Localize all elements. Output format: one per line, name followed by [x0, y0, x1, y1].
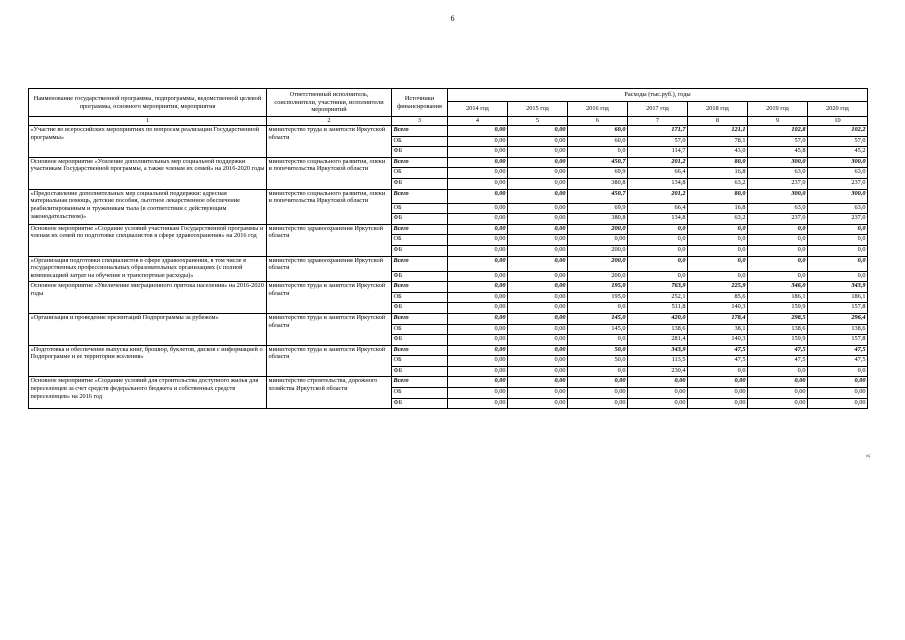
column-index: 5	[508, 117, 568, 126]
expense-value: 0,0	[568, 366, 628, 377]
column-header-source: Источники финансирования	[392, 89, 448, 117]
expense-value: 102,2	[808, 126, 868, 137]
expense-value: 186,1	[748, 292, 808, 303]
executor: министерство труда и занятости Иркутской области	[267, 282, 392, 314]
expense-value: 0,00	[508, 313, 568, 324]
expense-value: 0,00	[448, 126, 508, 137]
expense-value: 145,0	[568, 324, 628, 335]
expense-value: 0,0	[688, 235, 748, 246]
funding-source: Всего	[392, 256, 448, 271]
activity-name: «Подготовка и обеспечение выпуска книг, брошюр, буклетов, дисков с информацией о Подпрограмме и ее территории вселения»	[29, 345, 267, 377]
expense-value: 63,0	[808, 168, 868, 179]
year-header: 2017 год	[628, 102, 688, 117]
expense-value: 0,00	[808, 398, 868, 409]
funding-source: ОБ	[392, 168, 448, 179]
budget-table	[28, 88, 868, 409]
expense-value: 0,0	[568, 303, 628, 314]
expense-value: 0,0	[628, 245, 688, 256]
expense-value: 159,9	[748, 335, 808, 346]
expense-value: 60,0	[568, 126, 628, 137]
column-index: 10	[808, 117, 868, 126]
funding-source: ОБ	[392, 203, 448, 214]
expense-value: 0,00	[508, 292, 568, 303]
expense-value: 0,00	[508, 178, 568, 189]
expense-value: 450,7	[568, 157, 628, 168]
funding-source: Всего	[392, 282, 448, 293]
expense-value: 0,00	[568, 388, 628, 399]
expense-value: 0,00	[748, 377, 808, 388]
year-header: 2014 год	[448, 102, 508, 117]
expense-value: 0,00	[448, 189, 508, 203]
expense-value: 0,00	[448, 377, 508, 388]
index-row	[29, 117, 868, 126]
expense-value: 0,00	[448, 235, 508, 246]
expense-value: 78,1	[688, 136, 748, 147]
expense-value: 0,00	[508, 345, 568, 356]
expense-value: 0,00	[448, 313, 508, 324]
expense-value: 0,0	[748, 224, 808, 235]
expense-value: 0,00	[508, 256, 568, 271]
expense-value: 0,0	[808, 366, 868, 377]
expense-value: 45,8	[748, 147, 808, 158]
expense-value: 0,0	[748, 245, 808, 256]
expense-value: 0,0	[808, 271, 868, 282]
activity-name: Основное мероприятие «Создание условий участникам Государственной программы и членам их семей по подготовке специалистов в сфере здравоохранения» на 2016 год	[29, 224, 267, 256]
executor: министерство здравоохранения Иркутской области	[267, 224, 392, 256]
expense-value: 0,0	[748, 271, 808, 282]
expense-value: 140,3	[688, 335, 748, 346]
funding-source: ФБ	[392, 303, 448, 314]
expense-value: 57,0	[808, 136, 868, 147]
expense-value: 200,0	[568, 256, 628, 271]
expense-value: 0,00	[688, 388, 748, 399]
expense-value: 171,7	[628, 126, 688, 137]
year-header: 2016 год	[568, 102, 628, 117]
expense-value: 225,9	[688, 282, 748, 293]
expense-value: 47,5	[808, 345, 868, 356]
expense-value: 0,0	[688, 224, 748, 235]
expense-value: 0,00	[448, 324, 508, 335]
expense-value: 0,0	[568, 147, 628, 158]
expense-value: 140,3	[688, 303, 748, 314]
executor: министерство социального развития, опеки и попечительства Иркутской области	[267, 189, 392, 224]
expense-value: 47,5	[748, 356, 808, 367]
funding-source: ОБ	[392, 235, 448, 246]
expense-value: 0,00	[508, 398, 568, 409]
table-row	[29, 313, 868, 324]
expense-value: 0,00	[508, 366, 568, 377]
expense-value: 380,8	[568, 214, 628, 225]
column-header-executor: Ответственный исполнитель, соисполнители, участники, исполнители мероприятий	[267, 89, 392, 117]
expense-value: 145,0	[568, 313, 628, 324]
expense-value: 0,00	[628, 377, 688, 388]
expense-value: 0,00	[748, 398, 808, 409]
expense-value: 0,00	[568, 235, 628, 246]
executor: министерство здравоохранения Иркутской области	[267, 256, 392, 282]
expense-value: 0,00	[508, 235, 568, 246]
activity-name: «Участие во всероссийских мероприятиях по вопросам реализации Государственной программы»	[29, 126, 267, 158]
expense-value: 0,0	[808, 235, 868, 246]
year-header: 2020 год	[808, 102, 868, 117]
header-row	[29, 89, 868, 102]
expense-value: 66,4	[628, 203, 688, 214]
expense-value: 0,00	[508, 214, 568, 225]
funding-source: Всего	[392, 157, 448, 168]
expense-value: 0,00	[508, 147, 568, 158]
expense-value: 138,6	[808, 324, 868, 335]
expense-value: 343,9	[808, 282, 868, 293]
expense-value: 201,2	[628, 189, 688, 203]
expense-value: 200,0	[568, 224, 628, 235]
column-header-expenses: Расходы (тыс.руб.), годы	[448, 89, 868, 102]
funding-source: Всего	[392, 189, 448, 203]
expense-value: 0,00	[508, 324, 568, 335]
expense-value: 178,4	[688, 313, 748, 324]
expense-value: 69,9	[568, 203, 628, 214]
expense-value: 346,0	[748, 282, 808, 293]
expense-value: 63,0	[748, 168, 808, 179]
expense-value: 63,0	[808, 203, 868, 214]
expense-value: 296,4	[808, 313, 868, 324]
expense-value: 63,2	[688, 178, 748, 189]
column-index: 6	[568, 117, 628, 126]
expense-value: 0,00	[448, 356, 508, 367]
expense-value: 230,4	[628, 366, 688, 377]
page-number: 6	[450, 14, 455, 23]
expense-value: 0,00	[508, 335, 568, 346]
expense-value: 0,00	[448, 271, 508, 282]
column-index: 2	[267, 117, 392, 126]
expense-value: 0,00	[508, 303, 568, 314]
expense-value: 0,00	[628, 398, 688, 409]
expense-value: 138,6	[628, 324, 688, 335]
expense-value: 47,5	[688, 356, 748, 367]
expense-value: 0,0	[808, 256, 868, 271]
expense-value: 45,2	[808, 147, 868, 158]
expense-value: 237,0	[808, 214, 868, 225]
expense-value: 0,00	[568, 377, 628, 388]
expense-value: 0,0	[628, 271, 688, 282]
expense-value: 0,0	[808, 224, 868, 235]
table-row	[29, 224, 868, 235]
expense-value: 763,9	[628, 282, 688, 293]
expense-value: 0,00	[688, 377, 748, 388]
table-row	[29, 126, 868, 137]
table-row	[29, 345, 868, 356]
activity-name: Основное мероприятие «Усиление дополнительных мер социальной поддержки участникам Государственной программы, а также членам их семей» на 2016-2020 годы	[29, 157, 267, 189]
expense-value: 0,00	[508, 168, 568, 179]
year-header: 2019 год	[748, 102, 808, 117]
funding-source: ФБ	[392, 271, 448, 282]
expense-value: 57,0	[628, 136, 688, 147]
expense-value: 50,0	[568, 356, 628, 367]
expense-value: 200,0	[568, 245, 628, 256]
expense-value: 63,0	[748, 203, 808, 214]
expense-value: 380,8	[568, 178, 628, 189]
funding-source: Всего	[392, 313, 448, 324]
funding-source: Всего	[392, 224, 448, 235]
expense-value: 511,8	[628, 303, 688, 314]
expense-value: 0,00	[508, 189, 568, 203]
expense-value: 0,00	[448, 203, 508, 214]
funding-source: ФБ	[392, 245, 448, 256]
expense-value: 0,00	[688, 398, 748, 409]
expense-value: 0,00	[448, 136, 508, 147]
expense-value: 0,00	[448, 224, 508, 235]
expense-value: 0,00	[508, 203, 568, 214]
funding-source: ОБ	[392, 136, 448, 147]
expense-value: 47,5	[808, 356, 868, 367]
funding-source: Всего	[392, 377, 448, 388]
column-index: 3	[392, 117, 448, 126]
expense-value: 237,0	[748, 214, 808, 225]
expense-value: 0,00	[448, 335, 508, 346]
expense-value: 0,0	[688, 245, 748, 256]
expense-value: 0,0	[628, 256, 688, 271]
closing-quote: »;	[866, 453, 871, 459]
expense-value: 157,8	[808, 303, 868, 314]
column-index: 7	[628, 117, 688, 126]
funding-source: ФБ	[392, 178, 448, 189]
executor: министерство строительства, дорожного хозяйства Иркутской области	[267, 377, 392, 409]
table-row	[29, 256, 868, 271]
expense-value: 0,00	[448, 256, 508, 271]
expense-value: 102,8	[748, 126, 808, 137]
expense-value: 0,00	[508, 157, 568, 168]
activity-name: Основное мероприятие «Увеличение миграционного притока населения» на 2016-2020 годы	[29, 282, 267, 314]
expense-value: 0,00	[568, 398, 628, 409]
expense-value: 300,0	[808, 189, 868, 203]
expense-value: 0,00	[448, 245, 508, 256]
funding-source: ОБ	[392, 324, 448, 335]
expense-value: 69,9	[568, 168, 628, 179]
expense-value: 0,0	[688, 256, 748, 271]
expense-value: 114,7	[628, 147, 688, 158]
funding-source: ОБ	[392, 388, 448, 399]
expense-value: 0,00	[448, 147, 508, 158]
executor: министерство труда и занятости Иркутской области	[267, 313, 392, 345]
expense-value: 195,0	[568, 292, 628, 303]
funding-source: ОБ	[392, 292, 448, 303]
expense-value: 252,1	[628, 292, 688, 303]
expense-value: 0,0	[748, 366, 808, 377]
expense-value: 121,1	[688, 126, 748, 137]
executor: министерство труда и занятости Иркутской области	[267, 126, 392, 158]
expense-value: 0,00	[808, 388, 868, 399]
expense-value: 237,0	[748, 178, 808, 189]
expense-value: 63,2	[688, 214, 748, 225]
expense-value: 113,5	[628, 356, 688, 367]
expense-value: 0,00	[448, 303, 508, 314]
expense-value: 300,0	[748, 189, 808, 203]
expense-value: 0,00	[448, 345, 508, 356]
expense-value: 450,7	[568, 189, 628, 203]
expense-value: 138,6	[748, 324, 808, 335]
column-index: 1	[29, 117, 267, 126]
funding-source: ФБ	[392, 398, 448, 409]
expense-value: 281,4	[628, 335, 688, 346]
expense-value: 0,00	[508, 377, 568, 388]
funding-source: ФБ	[392, 335, 448, 346]
expense-value: 157,8	[808, 335, 868, 346]
expense-value: 0,00	[448, 168, 508, 179]
expense-value: 60,0	[568, 136, 628, 147]
expense-value: 159,9	[748, 303, 808, 314]
year-header: 2015 год	[508, 102, 568, 117]
expense-value: 195,0	[568, 282, 628, 293]
expense-value: 0,0	[628, 224, 688, 235]
expense-value: 343,9	[628, 345, 688, 356]
expense-value: 0,0	[628, 235, 688, 246]
expense-value: 0,00	[508, 126, 568, 137]
expense-value: 0,0	[568, 335, 628, 346]
expense-value: 0,00	[748, 388, 808, 399]
column-header-name: Наименование государственной программы, подпрограммы, ведомственной целевой программы, основного мероприятия, мероприятия	[29, 89, 267, 117]
activity-name: «Организация подготовки специалистов в сфере здравоохранения, в том числе в государственных профессиональных образовательных организациях (с полной компенсацией затрат на обучение и транспортные расходы)»	[29, 256, 267, 282]
expense-value: 43,0	[688, 147, 748, 158]
expense-value: 0,00	[448, 282, 508, 293]
expense-value: 16,8	[688, 203, 748, 214]
expense-value: 0,0	[688, 271, 748, 282]
table-body	[29, 126, 868, 409]
activity-name: «Организация и проведение презентаций Подпрограммы за рубежом»	[29, 313, 267, 345]
expense-value: 0,00	[508, 356, 568, 367]
expense-value: 300,0	[748, 157, 808, 168]
column-index: 8	[688, 117, 748, 126]
table-row	[29, 189, 868, 203]
expense-value: 0,00	[448, 157, 508, 168]
expense-value: 0,00	[448, 388, 508, 399]
executor: министерство социального развития, опеки и попечительства Иркутской области	[267, 157, 392, 189]
expense-value: 0,00	[448, 366, 508, 377]
expense-value: 0,00	[808, 377, 868, 388]
expense-value: 0,00	[508, 136, 568, 147]
executor: министерство труда и занятости Иркутской области	[267, 345, 392, 377]
table-row	[29, 282, 868, 293]
expense-value: 0,00	[508, 271, 568, 282]
funding-source: ФБ	[392, 366, 448, 377]
expense-value: 0,0	[808, 245, 868, 256]
expense-value: 0,0	[748, 256, 808, 271]
expense-value: 0,00	[448, 398, 508, 409]
expense-value: 66,4	[628, 168, 688, 179]
year-header: 2018 год	[688, 102, 748, 117]
expense-value: 85,6	[688, 292, 748, 303]
expense-value: 420,0	[628, 313, 688, 324]
expense-value: 200,0	[568, 271, 628, 282]
activity-name: Основное мероприятие «Создание условий для строительства доступного жилья для переселенцев за счет средств федерального бюджета и собственных средств переселенцев» на 2016 год	[29, 377, 267, 409]
table-row	[29, 157, 868, 168]
expense-value: 47,5	[688, 345, 748, 356]
expense-value: 0,00	[448, 214, 508, 225]
funding-source: ФБ	[392, 147, 448, 158]
column-index: 9	[748, 117, 808, 126]
expense-value: 80,0	[688, 157, 748, 168]
expense-value: 16,8	[688, 168, 748, 179]
expense-value: 47,5	[748, 345, 808, 356]
expense-value: 80,0	[688, 189, 748, 203]
expense-value: 38,1	[688, 324, 748, 335]
expense-value: 237,0	[808, 178, 868, 189]
expense-value: 50,0	[568, 345, 628, 356]
column-index: 4	[448, 117, 508, 126]
expense-value: 134,8	[628, 214, 688, 225]
funding-source: ФБ	[392, 214, 448, 225]
expense-value: 0,00	[628, 388, 688, 399]
expense-value: 201,2	[628, 157, 688, 168]
expense-value: 57,0	[748, 136, 808, 147]
activity-name: «Предоставление дополнительных мер социальной поддержки: адресная материальная помощь, детские пособия, льготное лекарственное обеспечение реабилитированным и труженикам тыла (в соответствии с действующим законодательством)»	[29, 189, 267, 224]
expense-value: 0,00	[508, 282, 568, 293]
expense-value: 0,00	[448, 178, 508, 189]
expense-value: 0,0	[688, 366, 748, 377]
expense-value: 298,5	[748, 313, 808, 324]
expense-value: 300,0	[808, 157, 868, 168]
expense-value: 134,8	[628, 178, 688, 189]
funding-source: Всего	[392, 126, 448, 137]
expense-value: 0,00	[448, 292, 508, 303]
expense-value: 0,00	[508, 245, 568, 256]
expense-value: 0,00	[508, 224, 568, 235]
expense-value: 0,00	[508, 388, 568, 399]
expense-value: 0,0	[748, 235, 808, 246]
expense-value: 186,1	[808, 292, 868, 303]
table-row	[29, 377, 868, 388]
funding-source: Всего	[392, 345, 448, 356]
funding-source: ОБ	[392, 356, 448, 367]
